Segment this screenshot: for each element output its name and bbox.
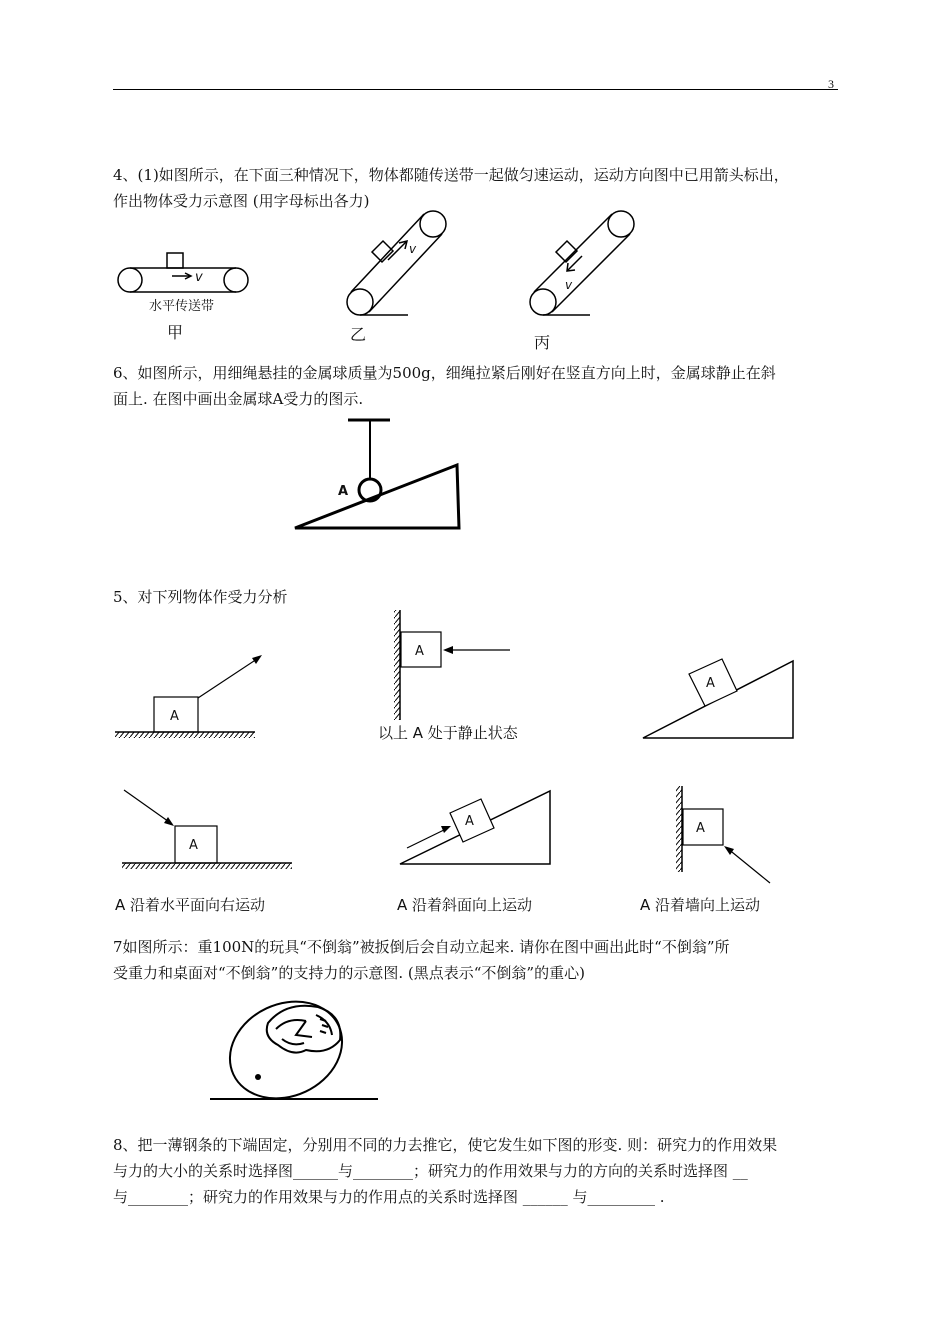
q7-tumbler-figure: [208, 995, 383, 1110]
q8-line3: 与________；研究力的作用效果与力的作用点的关系时选择图 ______ 与_________ .: [113, 1188, 665, 1206]
q8-line2: 与力的大小的关系时选择图______与________；研究力的作用效果与力的方向的关系时选择图 __: [113, 1162, 748, 1180]
caption-horizontal-motion: A 沿着水平面向右运动: [115, 896, 266, 914]
q6-hanging-ball-figure: [290, 415, 470, 535]
v-label-3: v: [565, 278, 573, 292]
belt-roller-left-icon: [118, 268, 142, 292]
v-label-1: v: [195, 270, 203, 285]
question-8-text: [113, 1132, 853, 1210]
q4-line2: 作出物体受力示意图 (用字母标出各力): [113, 192, 370, 210]
belt-roller-right-icon: [224, 268, 248, 292]
q7-line2: 受重力和桌面对“不倒翁”的支持力的示意图. (黑点表示“不倒翁”的重心): [113, 964, 585, 982]
header-rule: [113, 89, 838, 90]
v-label-2: v: [409, 242, 417, 256]
q6-line1: 6、如图所示，用细绳悬挂的金属球质量为500g，细绳拉紧后刚好在竖直方向上时，金属球静止在斜: [113, 364, 776, 382]
block-a-label-2: A: [415, 644, 424, 659]
block-a-label-3: A: [706, 676, 715, 691]
q5-line1: 5、对下列物体作受力分析: [113, 588, 288, 606]
fig-jia-belt-label: 水平传送带: [149, 299, 215, 314]
question-6-text: [113, 360, 853, 412]
ball-label: A: [338, 484, 349, 499]
center-of-gravity-dot: [255, 1074, 261, 1080]
q5-row1-figures: [110, 605, 810, 750]
caption-incline-motion: A 沿着斜面向上运动: [397, 896, 533, 914]
fig-jia-caption: 甲: [167, 323, 184, 342]
slope-icon: [295, 465, 459, 528]
static-caption: 以上 A 处于静止状态: [378, 724, 518, 742]
belt-object-icon: [167, 253, 183, 268]
q6-line2: 面上. 在图中画出金属球A受力的图示.: [113, 390, 364, 408]
block-a-label-5: A: [465, 814, 474, 829]
q7-line1: 7如图所示：重100N的玩具“不倒翁”被扳倒后会自动立起来. 请你在图中画出此时“不倒翁”所: [113, 938, 730, 956]
block-a-label-6: A: [696, 821, 705, 836]
q5-row2-figures: [110, 780, 810, 920]
caption-wall-motion: A 沿着墙向上运动: [640, 896, 761, 914]
q4-line1: 4、(1)如图所示，在下面三种情况下，物体都随传送带一起做匀速运动，运动方向图中已用箭头标出，: [113, 166, 789, 184]
tumbler-body-icon: [214, 995, 358, 1110]
q4-conveyor-figures: [110, 210, 650, 355]
question-7-text: [113, 934, 853, 986]
block-a-label-1: A: [170, 709, 179, 724]
block-a-label-4: A: [189, 838, 198, 853]
fig-bing-caption: 丙: [534, 333, 551, 352]
page-number: 3: [828, 77, 834, 91]
question-4-text: [113, 162, 853, 214]
q8-line1: 8、把一薄钢条的下端固定，分别用不同的力去推它，使它发生如下图的形变. 则：研究力的作用效果: [113, 1136, 778, 1154]
fig-yi-caption: 乙: [350, 325, 367, 344]
